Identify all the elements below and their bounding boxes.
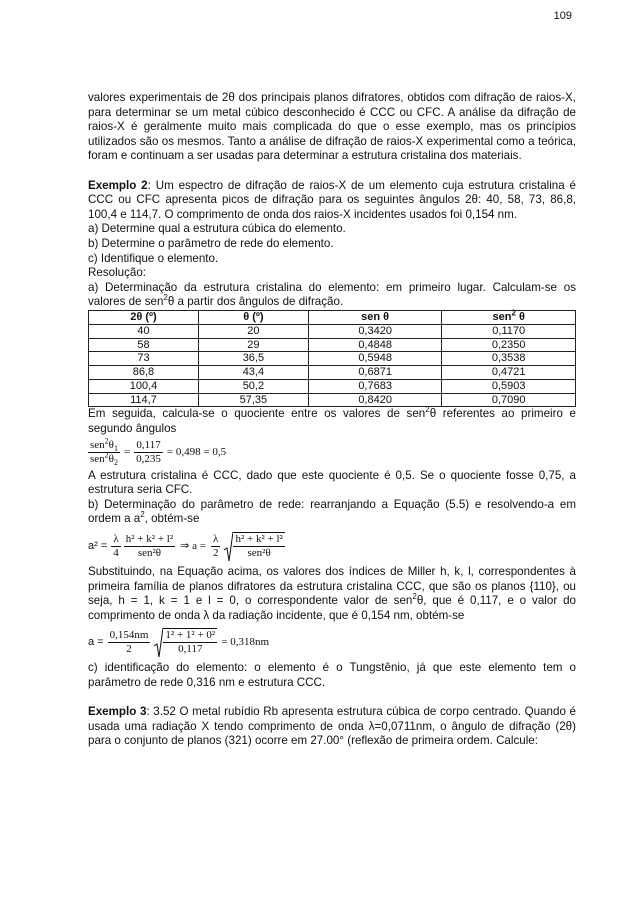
table-cell: 0,7683 (308, 379, 442, 393)
example-2-text: : Um espectro de difração de raios-X de um elemento cuja estrutura cristalina é CCC ou CFC apresenta picos de difração para os seguintes ângulos 2θ: 40, 58, 73, 86,8, 100,4 e 114,7. O comprimento de onda dos raios-X incidentes usados foi 0,154 nm. (88, 178, 576, 221)
eq1-num-sub: 1 (113, 444, 118, 454)
step-b-part1: b) Determinação do parâmetro de rede: rearranjando a Equação (5.5) e resolvendo-a em ordem a a (88, 497, 576, 526)
header-theta: θ (º) (198, 310, 308, 324)
intro-paragraph: valores experimentais de 2θ dos principais planos difratores, obtidos com difração de raios-X, para determinar se um metal cúbico desconhecido é CCC ou CFC. A análise da difração de raios-X é geralmente muito mais complicada do que o esse exemplo, mas os princípios utilizados são os mesmos. Tanto a análise de difração de raios-X experimental como a teórica, foram e continuam a ser usadas para determinar a estrutura cristalina dos materiais. (88, 91, 576, 163)
table-cell: 0,7090 (442, 393, 576, 407)
table-cell: 73 (89, 352, 199, 366)
table-cell: 50,2 (198, 379, 308, 393)
table-cell: 100,4 (89, 379, 199, 393)
eq3-result: = 0,318nm (221, 636, 269, 649)
eq1-den-sen: sen (90, 453, 105, 466)
subst-part2: θ, que é 0,117, e o valor do comprimento de onda λ da radiação incidente, que é 0,154 nm, obtém-se (88, 594, 576, 622)
page-content (88, 91, 576, 749)
question-b: b) Determine o parâmetro de rede do elemento. (88, 236, 334, 250)
step-b-sup: 2 (140, 510, 145, 520)
table-cell: 0,2350 (442, 338, 576, 352)
quotient-part2: θ referentes ao primeiro e segundo ângulos (88, 407, 576, 436)
example-3-label: Exemplo 3 (88, 705, 147, 719)
equation-a-value (88, 623, 576, 661)
conclusion-a: A estrutura cristalina é CCC, dado que este quociente é 0,5. Se o quociente fosse 0,75, a estrutura seria CFC. (88, 468, 576, 497)
header-sen2-b: θ (515, 310, 525, 323)
ratio-sen-fraction (88, 436, 120, 468)
eq2-lambda-over-4 (111, 533, 121, 560)
header-sen2-a: sen (492, 310, 512, 323)
eq1-den-sub: 2 (113, 458, 118, 468)
substitution-text (88, 565, 576, 623)
table-row (89, 324, 576, 338)
eq1-num-sup: 2 (104, 436, 109, 446)
eq2-lhs: a² = (88, 539, 108, 552)
table-cell: 0,6871 (308, 366, 442, 380)
table-header-row (89, 310, 576, 324)
table-body (89, 324, 576, 407)
step-c-text: c) identificação do elemento: o elemento é o Tungstênio, já que este elemento tem o parâmetro de rede 0,316 nm e estrutura CCC. (88, 661, 576, 690)
table-cell: 29 (198, 338, 308, 352)
table-row (89, 352, 576, 366)
equation-ratio: $\frac{sen^2\theta_1}{sen^2\theta_2}$ = $\frac{0,117}{0,235}$ = 0,498 = 0,5 (90, 436, 227, 468)
table-cell: 20 (198, 324, 308, 338)
table-cell: 0,3538 (442, 352, 576, 366)
eq3-lambda-fraction (108, 629, 151, 656)
eq3-inner-num: 1² + 1² + 0² (165, 629, 216, 642)
equation-lattice (88, 527, 576, 565)
subst-part1: Substituindo, na Equação acima, os valores dos índices de Miller h, k, l, correspondentes à primeira família de planos difratores da estrutura cristalina CCC, que são os planos {110}, ou seja, h = 1, k = 1 e l = 0, o correspondente valor de sen (88, 565, 576, 608)
table-cell: 0,3420 (308, 324, 442, 338)
table-cell: 43,4 (198, 366, 308, 380)
table-cell: 0,1170 (442, 324, 576, 338)
step-a-sup: 2 (163, 293, 168, 303)
resolution-heading: Resolução: (88, 266, 147, 280)
table-cell: 86,8 (89, 366, 199, 380)
ratio-value-fraction (134, 439, 163, 466)
quotient-part1: Em seguida, calcula-se o quociente entre os valores de sen (88, 407, 426, 421)
sqrt-symbol-icon (154, 628, 163, 658)
eq3-num: 0,154nm (109, 628, 149, 641)
table-row (89, 379, 576, 393)
question-c: c) Identifique o elemento. (88, 251, 219, 265)
eq3-lhs: a = (88, 636, 104, 649)
quotient-text (88, 407, 576, 436)
step-b-text (88, 498, 576, 527)
table-cell: 57,35 (198, 393, 308, 407)
question-a: a) Determine qual a estrutura cúbica do elemento. (88, 222, 346, 236)
eq1-d1: 0,235 (136, 453, 161, 466)
quotient-sup: 2 (425, 405, 430, 415)
table-cell: 36,5 (198, 352, 308, 366)
example-3-text: : 3.52 O metal rubídio Rb apresenta estrutura cúbica de corpo centrado. Quando é usada uma radiação X tendo comprimento de onda λ=0,0711nm, o ângulo de difração (2θ) para o conjunto de planos (321) ocorre em 27.00° (reflexão de primeira ordem. Calcule: (88, 705, 576, 748)
eq1-result: = 0,498 = 0,5 (166, 446, 227, 459)
eq2-sqrt-hkl: h² + k² + l² (235, 533, 283, 546)
eq2-sqrt (224, 532, 284, 560)
table-cell: 114,7 (89, 393, 199, 407)
table-cell: 0,8420 (308, 393, 442, 407)
table-cell: 0,5903 (442, 379, 576, 393)
eq1-num-sen: sen (90, 439, 105, 452)
eq1-n1: 0,117 (134, 439, 163, 453)
example-2-paragraph (88, 179, 576, 223)
eq2-lambda-over-2 (211, 533, 221, 560)
eq1-den-theta: θ (108, 453, 114, 466)
table-row (89, 366, 576, 380)
step-a-text (88, 281, 576, 310)
table-row (89, 393, 576, 407)
diffraction-table (88, 310, 576, 408)
table-cell: 0,4848 (308, 338, 442, 352)
header-sen-theta: sen θ (308, 310, 442, 324)
example-3-paragraph (88, 705, 576, 749)
eq2-four: 4 (113, 546, 119, 559)
eq1-den-sup: 2 (104, 450, 109, 460)
eq3-den: 2 (126, 642, 132, 655)
eq3-inner-den: 0,117 (178, 643, 203, 656)
eq2-arrow: ⇒ a = (180, 539, 206, 552)
eq2-lambda: λ (111, 533, 121, 547)
subst-sup: 2 (412, 592, 417, 602)
eq3-sqrt (154, 628, 217, 656)
table-row (89, 338, 576, 352)
eq2-sqrt-sen2: sen²θ (247, 547, 271, 560)
eq2-sen2: sen²θ (137, 546, 162, 559)
eq1-num-theta: θ (108, 439, 114, 452)
example-2-label: Exemplo 2 (88, 178, 148, 192)
step-b-part2: , obtém-se (144, 512, 200, 526)
header-sen2-sup: 2 (511, 308, 516, 318)
table-cell: 0,5948 (308, 352, 442, 366)
table-cell: 58 (89, 338, 199, 352)
eq2-two: 2 (212, 546, 219, 559)
step-a-part1: a) Determinação da estrutura cristalina do elemento: em primeiro lugar. Calculam-se os valores de sen (88, 280, 576, 309)
table-cell: 0,4721 (442, 366, 576, 380)
header-2theta: 2θ (º) (89, 310, 199, 324)
eq2-lambda2: λ (211, 533, 221, 547)
step-a-part2: θ a partir dos ângulos de difração. (167, 295, 344, 309)
table-cell: 40 (89, 324, 199, 338)
header-sen2-theta (442, 310, 576, 324)
sqrt-symbol-icon (224, 532, 233, 562)
eq2-hkl-fraction (124, 533, 175, 560)
eq2-hkl: h² + k² + l² (125, 532, 174, 545)
page-number: 109 (553, 10, 572, 22)
